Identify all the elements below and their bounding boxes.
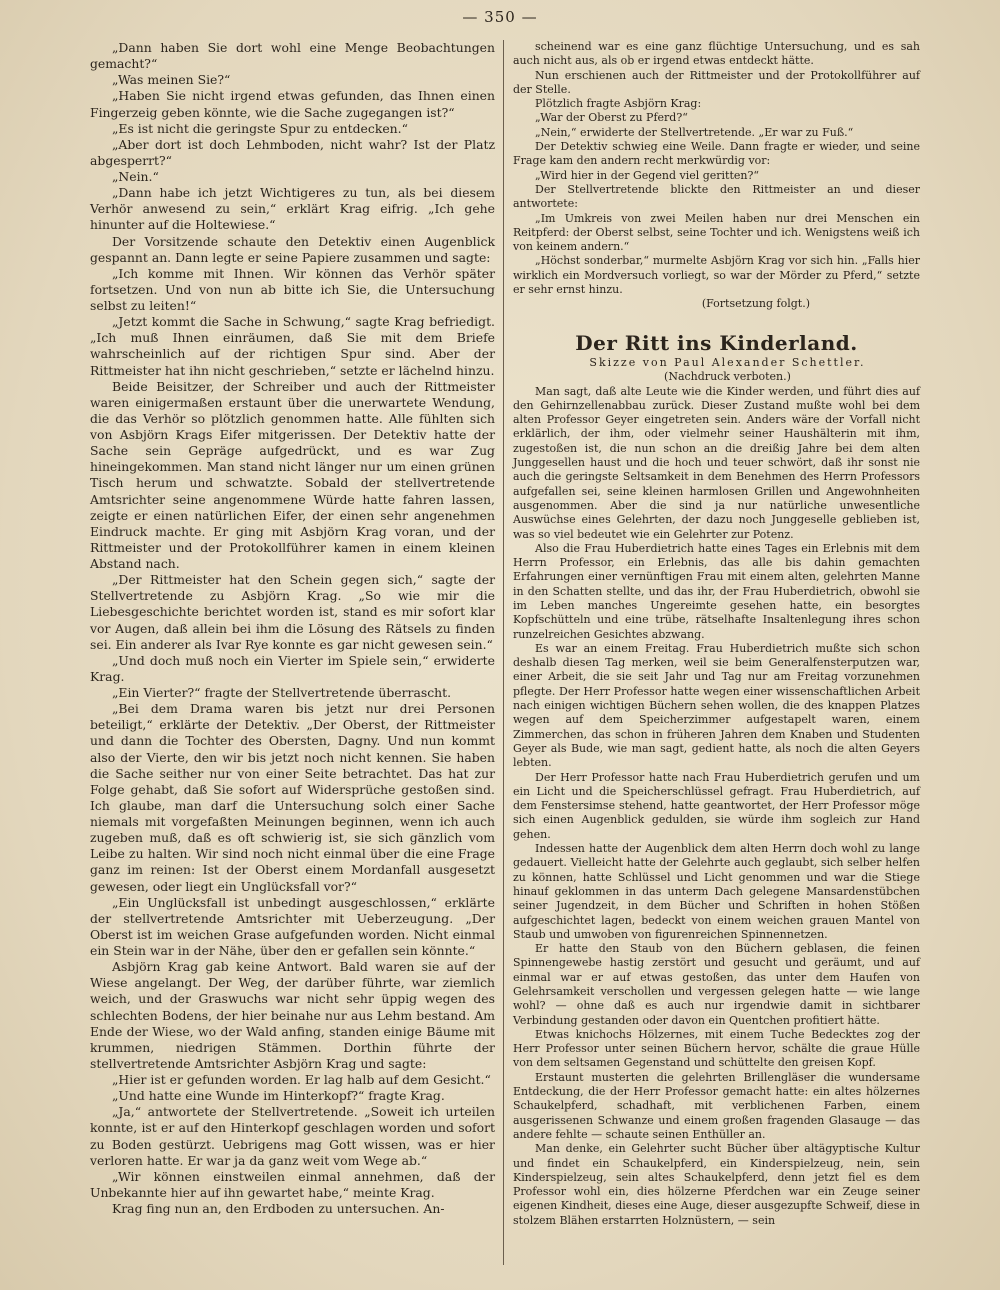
paragraph: „Aber dort ist doch Lehmboden, nicht wahr? Ist der Platz abgesperrt?“ [90,136,495,168]
paragraph: Krag fing nun an, den Erdboden zu untersuchen. An- [112,1201,445,1216]
paragraph: „Bei dem Drama waren bis jetzt nur drei Personen beteiligt,“ erklärte der Detektiv. „Der Oberst, der Rittmeister und dann die Tochter des Obersten, Dagny. Und nun kommt also der Vierte, den wir bis jetzt noch nicht kennen. Sie haben die Sache seither nur von einer Seite betrachtet. Das hat zur Folge gehabt, daß Sie sofort auf Widersprüche gestoßen sind. Ich glaube, man darf die Untersuchung solch einer Sache niemals mit vorgefaßten Meinungen beginnen, wenn ich auch zugeben muß, daß es oft schwierig ist, sie sich gänzlich vom Leibe zu halten. Wir sind noch nicht einmal über die eine Frage ganz im reinen: Ist der Oberst einem Mordanfall ausgesetzt gewesen, oder liegt ein Unglücksfall vor?“ [90,701,495,894]
paragraph: „Wir können einstweilen einmal annehmen, daß der Unbekannte hier auf ihn gewartet habe,“ meinte Krag. [90,1168,495,1200]
paragraph: scheinend war es eine ganz flüchtige Untersuchung, und es sah auch nicht aus, als ob er irgend etwas entdeckt hätte. [513,40,920,68]
paragraph: „Der Rittmeister hat den Schein gegen sich,“ sagte der Stellvertretende zu Asbjörn Krag. „So wie mir die Liebesgeschichte berichtet worden ist, stand es mir sofort klar vor Augen, daß allein bei ihm die Lösung des Rätsels zu finden sei. Ein anderer als Ivar Rye konnte es gar nicht gewesen sein.“ [90,572,495,652]
serial-continuation [513,40,920,297]
continued-note: (Fortsetzung folgt.) [701,297,810,311]
paragraph: Also die Frau Huberdietrich hatte eines Tages ein Erlebnis mit dem Herrn Professor, ein Erlebnis, das alle bis dahin gemachten Erfahrungen einer vernünftigen Frau mit einem alten, gelehrten Manne in den Schatten stellte, und das ihr, der Frau Huberdietrich, obwohl sie im Leben manches Ungereimte gesehen hatte, ein besorgtes Kopfschütteln und eine trübe, rätselhafte Insaltenlegung ihres schon runzelreichen Gesichtes abzwang. [513,541,920,641]
paragraph: Es war an einem Freitag. Frau Huberdietrich mußte sich schon deshalb diesen Tag merken, weil sie beim Generalfensterputzen war, einer Arbeit, die sie seit Jahr und Tag nur am Freitag vorzunehmen pflegte. Der Herr Professor hatte wegen einer wissenschaftlichen Arbeit nach einigen wichtigen Büchern sehen wollen, die des knappen Platzes wegen auf dem Speicherzimmer aufgestapelt waren, einem Zimmerchen, das schon in früheren Jahren dem Knaben und Studenten Geyer als Bude, wie man sagt, gedient hatte, als noch die alten Geyers lebten. [513,641,920,770]
paragraph: „Dann habe ich jetzt Wichtigeres zu tun, als bei diesem Verhör anwesend zu sein,“ erklärt Krag eifrig. „Ich gehe hinunter auf die Holtewiese.“ [90,185,495,233]
paragraph: „Und hatte eine Wunde im Hinterkopf?“ fragte Krag. [112,1088,445,1104]
paragraph: Der Herr Professor hatte nach Frau Huberdietrich gerufen und um ein Licht und die Speicherschlüssel gefragt. Frau Huberdietrich, auf dem Fenstersimse stehend, hatte geantwortet, der Herr Professor möge sich einen Augenblick gedulden, sie würde ihm sogleich zur Hand gehen. [513,770,920,841]
column-divider [503,40,504,1265]
paragraph: „Wird hier in der Gegend viel geritten?“ [535,168,760,182]
paragraph: „Nein.“ [112,169,159,184]
paragraph: Asbjörn Krag gab keine Antwort. Bald waren sie auf der Wiese angelangt. Der Weg, der darüber führte, war ziemlich weich, und der Graswuchs war nicht sehr üppig wegen des schlechten Bodens, der hier beinahe nur aus Lehm bestand. Am Ende der Wiese, wo der Wald anfing, standen einige Bäume mit krummen, niedrigen Stämmen. Dorthin führte der stellvertretende Amtsrichter Asbjörn Krag und sagte: [90,959,495,1071]
paragraph: „Nein,“ erwiderte der Stellvertretende. „Er war zu Fuß.“ [535,125,854,139]
paragraph: Man denke, ein Gelehrter sucht Bücher über altägyptische Kultur und findet ein Schaukelpferd, ein Kinderspielzeug, nein, sein Kinderspielzeug, sein altes Schaukelpferd, denn jetzt fiel es dem Professor wohl ein, dies hölzerne Pferdchen war ein Zeuge seiner eigenen Kindheit, dieses eine Auge, dieser ausgezupfte Schweif, diese in stolzem Blähen erstarrten Holznüstern, — sein [513,1142,920,1227]
story-byline: Skizze von Paul Alexander Schettler. [589,355,866,369]
story-body [513,385,920,1229]
paragraph: Der Vorsitzende schaute den Detektiv einen Augenblick gespannt an. Dann legte er seine Papiere zusammen und sagte: [90,233,495,265]
paragraph: Etwas knichochs Hölzernes, mit einem Tuche Bedecktes zog der Herr Professor unter seinen Büchern hervor, schälte die graue Hülle von dem seltsamen Gegenstand und schüttelte den greisen Kopf. [513,1027,920,1070]
paragraph: „Dann haben Sie dort wohl eine Menge Beobachtungen gemacht?“ [90,40,495,72]
paragraph: Er hatte den Staub von den Büchern geblasen, die feinen Spinnengewebe hastig zerstört und gesucht und geräumt, und auf einmal war er auf etwas gestoßen, das unter dem Haufen von Gelehrsamkeit verschollen und vergessen gelegen hatte — wie lange wohl? — ohne daß es auch nur irgendwie damit in sichtbarer Verbindung gestanden oder davon ein Quentchen profitiert hätte. [513,942,920,1027]
paragraph: Indessen hatte der Augenblick dem alten Herrn doch wohl zu lange gedauert. Vielleicht hatte der Gelehrte auch geglaubt, sich selber helfen zu können, hatte Schlüssel und Licht genommen und war die Stiege hinauf geklommen in das unterm Dach gelegene Mansardenstübchen seiner Jugendzeit, in dem Bücher und Schriften in hohen Stößen aufgeschichtet lagen, bedeckt von einem weichen grauen Mantel von Staub und umwoben von figurenreichen Spinnennetzen. [513,842,920,941]
paragraph: „Und doch muß noch ein Vierter im Spiele sein,“ erwiderte Krag. [90,652,495,684]
paragraph: „Ich komme mit Ihnen. Wir können das Verhör später fortsetzen. Und von nun ab bitte ich Sie, die Untersuchung selbst zu leiten!“ [90,265,495,313]
paragraph: „Höchst sonderbar,“ murmelte Asbjörn Krag vor sich hin. „Falls hier wirklich ein Mordversuch vorliegt, so war der Mörder zu Pferd,“ setzte er sehr ernst hinzu. [513,254,920,297]
paragraph: „Jetzt kommt die Sache in Schwung,“ sagte Krag befriedigt. „Ich muß Ihnen einräumen, daß Sie mit dem Briefe wahrscheinlich auf der richtigen Spur sind. Aber der Rittmeister hat ihn nicht geschrieben,“ setzte er lächelnd hinzu. [90,314,495,378]
paragraph: „Ein Vierter?“ fragte der Stellvertretende überrascht. [112,685,452,700]
paragraph: Der Stellvertretende blickte den Rittmeister an und dieser antwortete: [513,182,920,211]
paragraph: „Was meinen Sie?“ [112,72,231,88]
paragraph: „Ja,“ antwortete der Stellvertretende. „Soweit ich urteilen konnte, ist er auf den Hinterkopf geschlagen worden und sofort zu Boden gestürzt. Uebrigens mag Gott wissen, was er hier verloren hatte. Er war ja da ganz weit vom Wege ab.“ [90,1104,495,1168]
paragraph: Erstaunt musterten die gelehrten Brillengläser die wundersame Entdeckung, die der Herr Professor gemacht hatte: ein altes hölzernes Schaukelpferd, schadhaft, mit verblichenen Farben, einem ausgerissenen Schwanze und einem großen fragenden Glasauge — das andere fehlte — schaute seinen Enthüller an. [513,1070,920,1141]
paragraph: „Hier ist er gefunden worden. Er lag halb auf dem Gesicht.“ [112,1072,491,1087]
paragraph: „Haben Sie nicht irgend etwas gefunden, das Ihnen einen Fingerzeig geben könnte, wie die Sache zugegangen ist?“ [90,88,495,120]
paragraph: „Ein Unglücksfall ist unbedingt ausgeschlossen,“ erklärte der stellvertretende Amtsrichter mit Ueberzeugung. „Der Oberst ist im weichen Grase aufgefunden worden. Nicht einmal ein Stein war in der Nähe, über den er gefallen sein könnte.“ [90,894,495,958]
paragraph: Beide Beisitzer, der Schreiber und auch der Rittmeister waren einigermaßen erstaunt über die unerwartete Wendung, die das Verhör so plötzlich genommen hatte. Alle fühlten sich von Asbjörn Krags Eifer mitgerissen. Der Detektiv hatte der Sache sein Gepräge aufgedrückt, und es war Zug hineingekommen. Man stand nicht länger nur um einen grünen Tisch herum und schwatzte. Sobald der stellvertretende Amtsrichter seine angenommene Würde hatte fahren lassen, zeigte er einen natürlichen Eifer, der einen sehr angenehmen Eindruck machte. Er ging mit Asbjörn Krag voran, und der Rittmeister und der Protokollführer kamen in einem kleinen Abstand nach. [90,378,495,571]
page-number: — 350 — [462,8,538,26]
left-column [90,40,495,1217]
paragraph: Der Detektiv schwieg eine Weile. Dann fragte er wieder, und seine Frage kam den andern recht merkwürdig vor: [513,140,920,168]
paragraph: „War der Oberst zu Pferd?“ [535,111,688,125]
story-title: Der Ritt ins Kinderland. [575,330,858,355]
right-column [513,40,920,1228]
paragraph: Plötzlich fragte Asbjörn Krag: [535,97,702,111]
reprint-note: (Nachdruck verboten.) [664,370,791,384]
paragraph: „Es ist nicht die geringste Spur zu entdecken.“ [112,120,408,136]
paragraph: Nun erschienen auch der Rittmeister und der Protokollführer auf der Stelle. [513,68,920,96]
paragraph: Man sagt, daß alte Leute wie die Kinder werden, und führt dies auf den Gehirnzellenabbau zurück. Dieser Zustand mußte wohl bei dem alten Professor Geyer eingetreten sein. Anders wäre der Vorfall nicht erklärlich, der ihm, oder vielmehr seiner Haushälterin mit ihm, zugestoßen ist, die nun schon an die dreißig Jahre bei dem alten Junggesellen haust und die hoch und teuer schwört, daß ihr sonst nie auch die geringste Seltsamkeit in dem Benehmen des Herrn Professors aufgefallen sei, seine kleinen harmlosen Grillen und Angewohnheiten ausgenommen. Aber die sind ja nur natürliche unwesentliche Auswüchse eines Gelehrten, der dazu noch Junggeselle geblieben ist, was so viel bedeutet wie ein Gelehrter zur Potenz. [513,384,920,541]
paragraph: „Im Umkreis von zwei Meilen haben nur drei Menschen ein Reitpferd: der Oberst selbst, seine Tochter und ich. Wenigstens weiß ich von keinem andern.“ [513,211,920,254]
